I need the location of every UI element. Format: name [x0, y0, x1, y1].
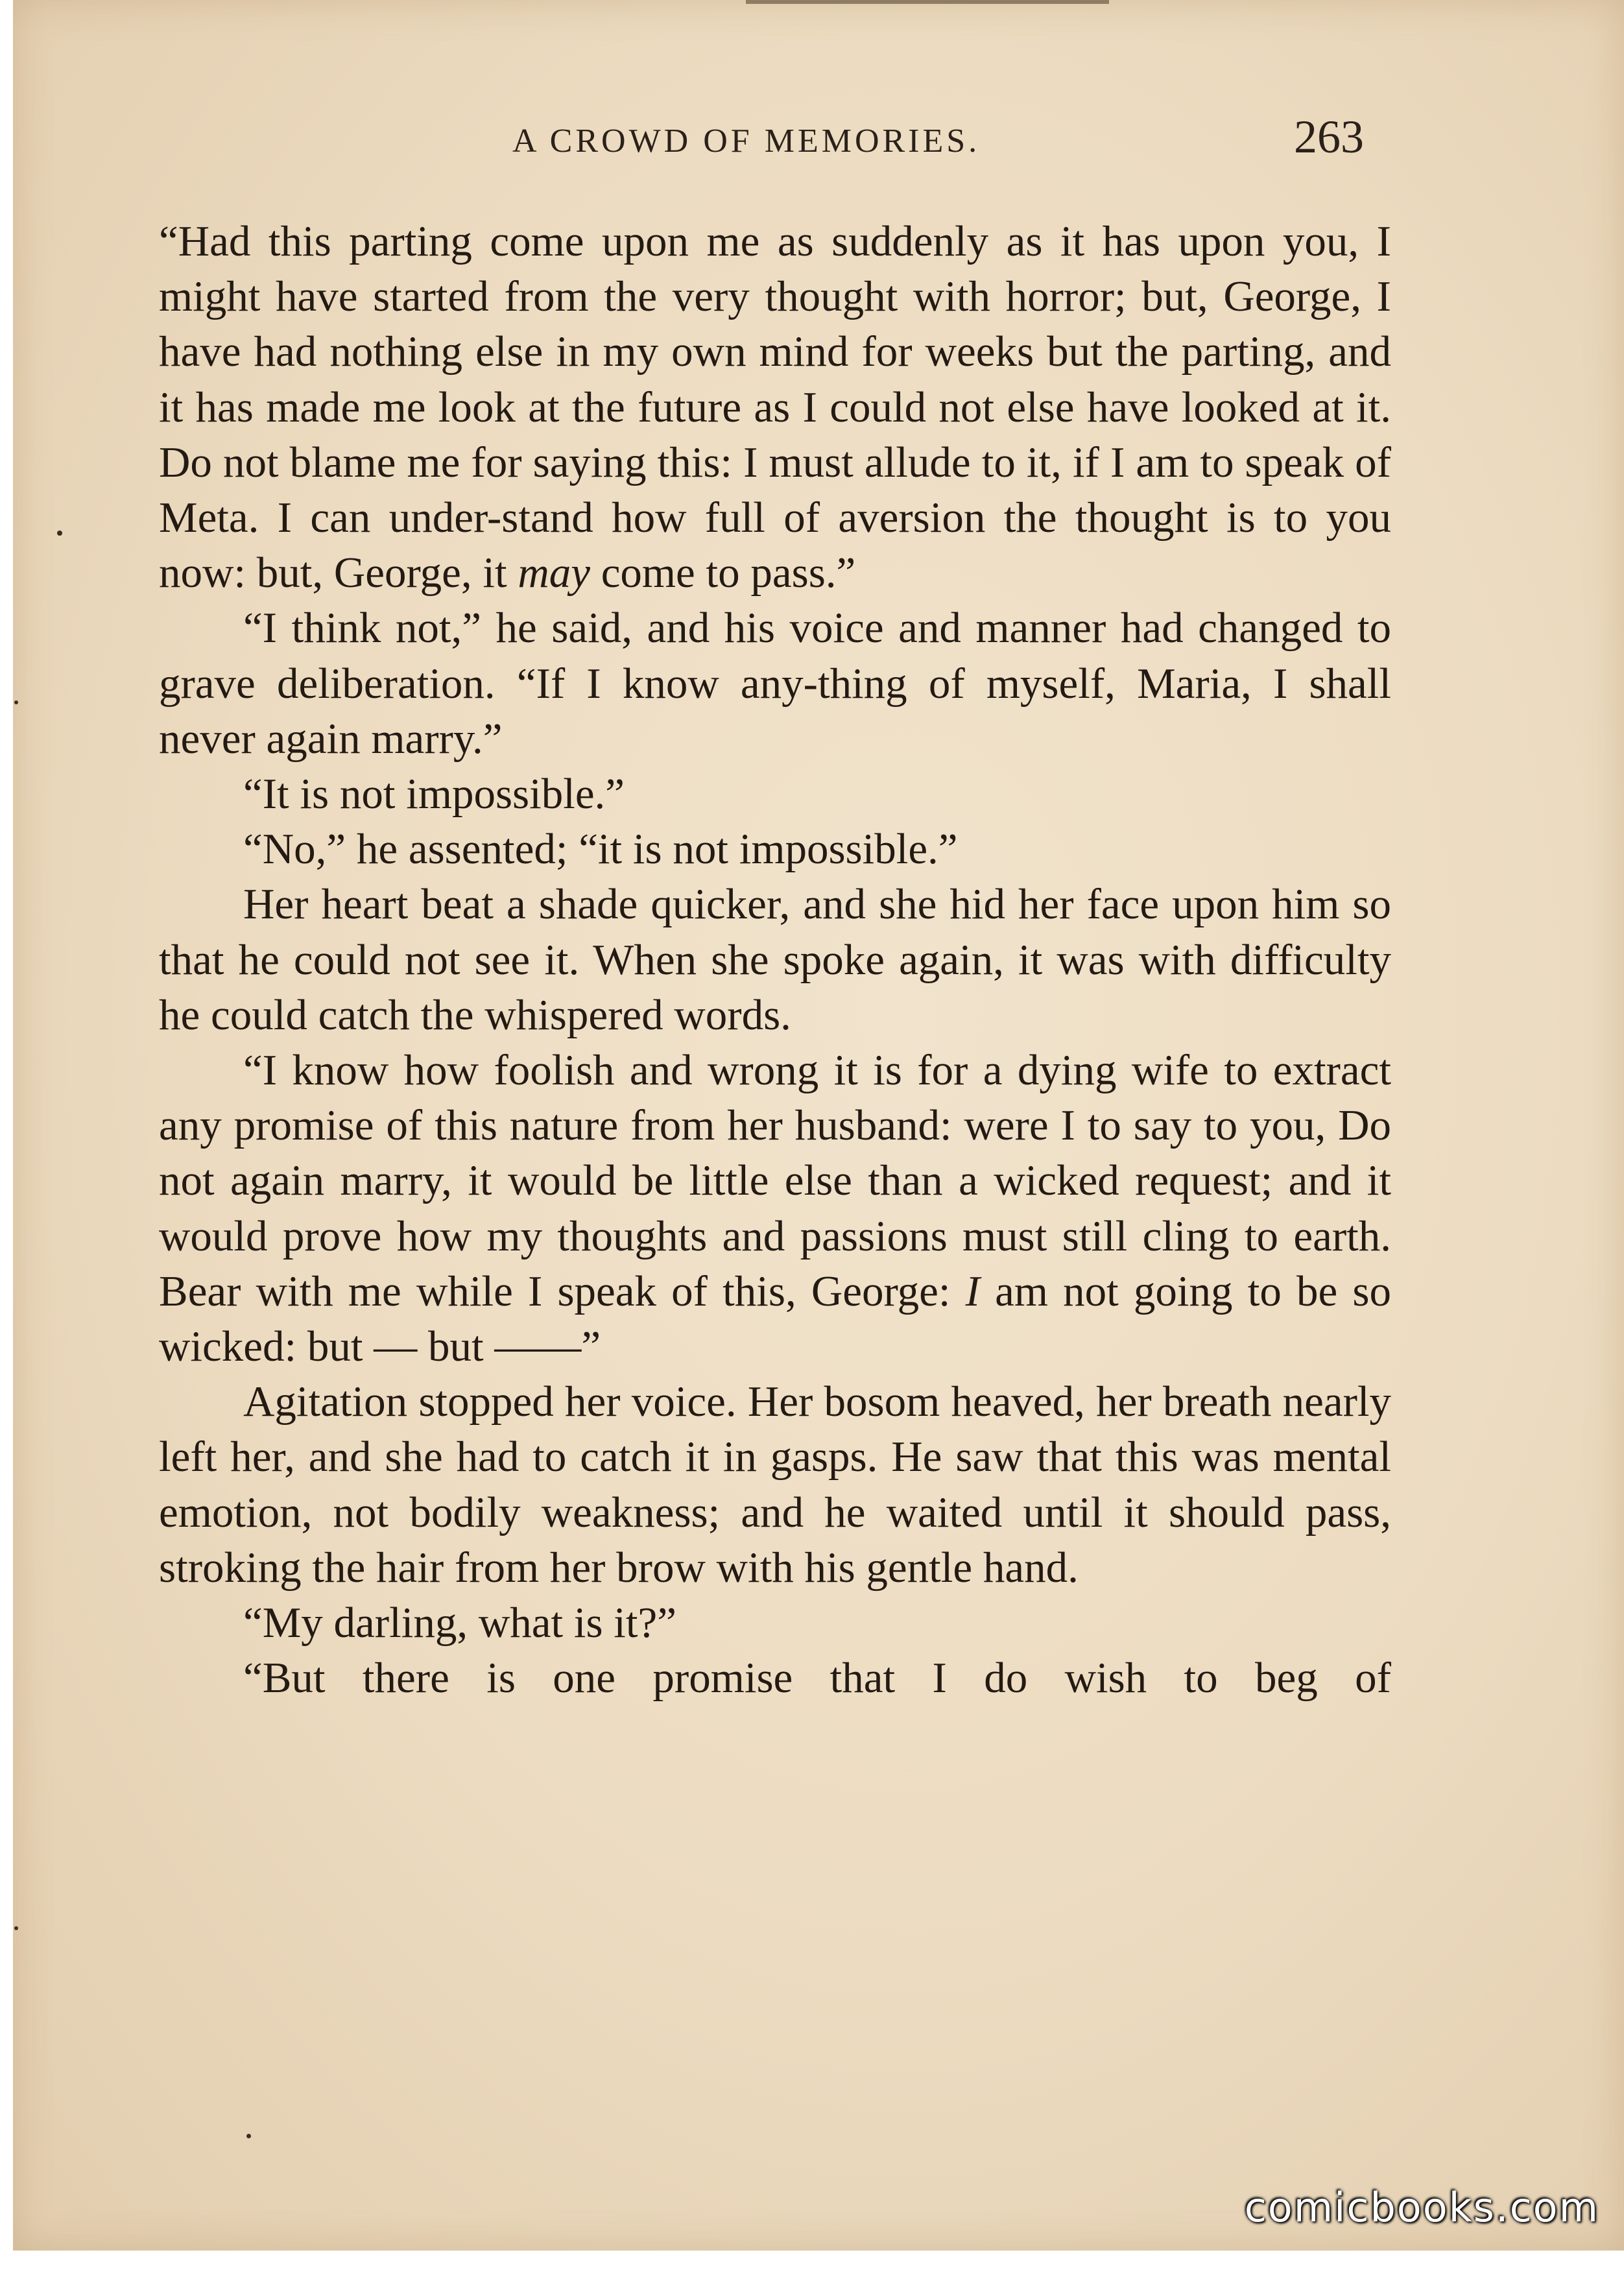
- paragraph-5: Her heart beat a shade quicker, and she hid her face upon him so that he could not see it. When she spoke again, it was with difficulty he could catch the whispered words.: [159, 880, 1391, 1039]
- paragraph-1: “Had this parting come upon me as suddenly as it has upon you, I might have started from the very thought with horror; but, George, I have had nothing else in my own mind for weeks but the parting, and it has made me look at the future as I could not else have looked at it. Do not blame me for saying this: I must allude to it, if I am to speak of Meta. I can under-stand how full of aversion the thought is to you now: but, George, it may come to pass.”: [159, 217, 1391, 597]
- ink-speck: [57, 531, 62, 536]
- page-header: [13, 110, 1624, 175]
- paragraph-3: “It is not impossible.”: [243, 770, 625, 818]
- paragraph-4: “No,” he assented; “it is not impossible.”: [243, 825, 958, 874]
- ink-speck: [14, 1926, 18, 1930]
- ink-speck: [14, 700, 18, 704]
- body-text: [159, 214, 1391, 1706]
- paragraph-2: “I think not,” he said, and his voice and manner had changed to grave deliberation. “If I know any-thing of myself, Maria, I shall never again marry.”: [159, 604, 1391, 763]
- running-head: A CROWD OF MEMORIES.: [512, 123, 981, 160]
- paragraph-9: “But there is one promise that I do wish to beg of: [243, 1654, 1391, 1702]
- book-page: [13, 0, 1624, 2251]
- paragraph-6: “I know how foolish and wrong it is for a dying wife to extract any promise of this nature from her husband: were I to say to you, Do not again marry, it would be little else than a wicked request; and it would prove how my thoughts and passions must still cling to earth. Bear with me while I speak of this, George: I am not going to be so wicked: but — but ——”: [159, 1046, 1391, 1371]
- paragraph-8: “My darling, what is it?”: [243, 1599, 676, 1647]
- paragraph-7: Agitation stopped her voice. Her bosom heaved, her breath nearly left her, and she had to catch it in gasps. He saw that this was mental emotion, not bodily weakness; and he waited until it should pass, stroking the hair from her brow with his gentle hand.: [159, 1378, 1391, 1592]
- page-top-edge: [746, 0, 1109, 4]
- ink-speck: [246, 2134, 251, 2138]
- watermark: comicbooks.com: [1244, 2184, 1599, 2231]
- page-number: 263: [1294, 111, 1364, 163]
